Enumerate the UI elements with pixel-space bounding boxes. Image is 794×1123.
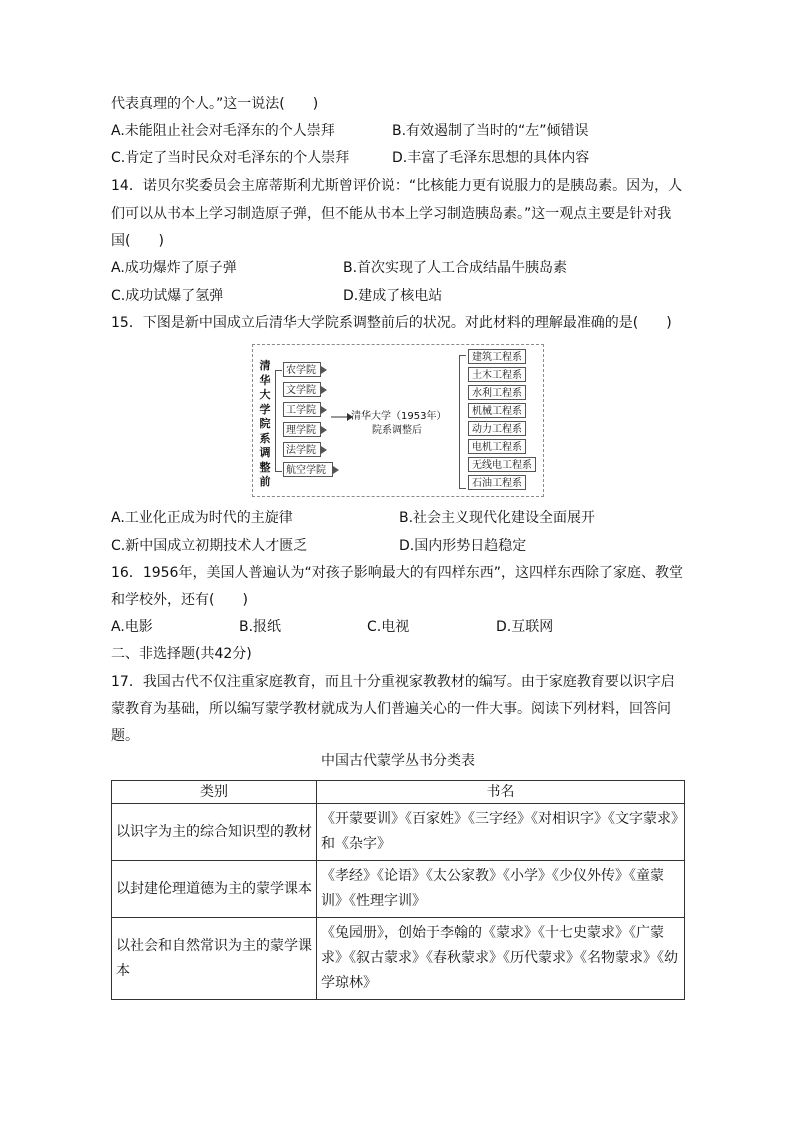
arrow-right-icon <box>331 411 353 423</box>
table-header-category: 类别 <box>112 781 317 804</box>
diagram-right-item: 土木工程系 <box>468 367 526 382</box>
q15-stem: 15．下图是新中国成立后清华大学院系调整前后的状况。对此材料的理解最准确的是( ) <box>111 315 672 331</box>
diagram-right-item: 水利工程系 <box>468 385 526 400</box>
q17-stem-line-1: 17．我国古代不仅注重家庭教育，而且十分重视家教教材的编写。由于家庭教育要以识字启 <box>111 674 675 690</box>
diagram-right-item: 电机工程系 <box>468 439 526 454</box>
diagram-left-label: 清华大学院系调整前 <box>259 359 271 488</box>
q14-stem-line-2: 们可以从书本上学习制造原子弹，但不能从书本上学习制造胰岛素。”这一观点主要是针对我 <box>111 206 672 222</box>
left-bracket <box>275 370 282 472</box>
table-cell-titles: 《孝经》《论语》《太公家教》《小学》《少仪外传》《童蒙训》《性理字训》 <box>317 861 685 918</box>
diagram-right-item: 机械工程系 <box>468 403 526 418</box>
diagram-center-line-2: 院系调整后 <box>372 425 422 436</box>
right-bracket <box>459 355 466 489</box>
q13-stem-tail: 代表真理的个人。”这一说法( ) <box>111 96 319 112</box>
table-header-row <box>112 781 685 804</box>
q14-stem-line-1: 14．诺贝尔奖委员会主席蒂斯利尤斯曾评价说：“比核能力更有说服力的是胰岛素。因为，人 <box>111 178 683 194</box>
diagram-left-item: 工学院 <box>283 402 321 417</box>
diagram-left-item: 文学院 <box>283 382 321 397</box>
q13-option-c[interactable]: C.肯定了当时民众对毛泽东的个人崇拜 <box>111 150 350 166</box>
q16-option-d[interactable]: D.互联网 <box>496 619 554 635</box>
q13-option-d[interactable]: D.丰富了毛泽东思想的具体内容 <box>392 150 590 166</box>
q14-stem-line-3: 国( ) <box>111 233 164 249</box>
section-heading: 二、非选择题(共42分) <box>111 646 252 662</box>
q15-option-a[interactable]: A.工业化正成为时代的主旋律 <box>111 510 293 526</box>
q14-option-a[interactable]: A.成功爆炸了原子弹 <box>111 260 237 276</box>
q16-stem-line-2: 和学校外，还有( ) <box>111 592 248 608</box>
q16-option-a[interactable]: A.电影 <box>111 619 153 635</box>
diagram-left-item: 法学院 <box>283 442 321 457</box>
q17-stem-line-3: 题。 <box>111 728 139 744</box>
q17-stem-line-2: 蒙教育为基础，所以编写蒙学教材就成为人们普遍关心的一件大事。阅读下列材料，回答问 <box>111 701 671 717</box>
table-cell-category: 以识字为主的综合知识型的教材 <box>112 804 317 861</box>
tsinghua-restructure-diagram <box>252 344 544 497</box>
diagram-right-item: 无线电工程系 <box>468 457 536 472</box>
q16-option-b[interactable]: B.报纸 <box>239 619 282 635</box>
table-cell-titles: 《兔园册》，创始于李翰的《蒙求》《十七史蒙求》《广蒙求》《叙古蒙求》《春秋蒙求》《历代蒙求》《名物蒙求》《幼学琼林》 <box>317 918 685 1000</box>
q13-option-b[interactable]: B.有效遏制了当时的“左”倾错误 <box>392 123 589 139</box>
diagram-right-item: 建筑工程系 <box>468 349 526 364</box>
q13-option-a[interactable]: A.未能阻止社会对毛泽东的个人崇拜 <box>111 123 335 139</box>
table-cell-titles: 《开蒙要训》《百家姓》《三字经》《对相识字》《文字蒙求》和《杂字》 <box>317 804 685 861</box>
diagram-center-line-1: 清华大学（1953年） <box>351 411 447 422</box>
q16-stem-line-1: 16．1956年，美国人普遍认为“对孩子影响最大的有四样东西”，这四样东西除了家庭、教堂 <box>111 565 683 581</box>
q14-option-c[interactable]: C.成功试爆了氢弹 <box>111 288 224 304</box>
q16-option-c[interactable]: C.电视 <box>367 619 410 635</box>
table-header-titles: 书名 <box>317 781 685 804</box>
table-row <box>112 804 685 861</box>
mengxue-books-table <box>111 780 685 1000</box>
q15-option-c[interactable]: C.新中国成立初期技术人才匮乏 <box>111 538 308 554</box>
diagram-left-item: 农学院 <box>283 362 321 377</box>
diagram-right-item: 动力工程系 <box>468 421 526 436</box>
q14-option-d[interactable]: D.建成了核电站 <box>343 288 443 304</box>
table-row <box>112 918 685 1000</box>
table-cell-category: 以社会和自然常识为主的蒙学课本 <box>112 918 317 1000</box>
table-cell-category: 以封建伦理道德为主的蒙学课本 <box>112 861 317 918</box>
diagram-left-item: 航空学院 <box>283 462 333 477</box>
table-row <box>112 861 685 918</box>
table-title: 中国古代蒙学丛书分类表 <box>321 753 475 769</box>
q15-option-d[interactable]: D.国内形势日趋稳定 <box>399 538 527 554</box>
diagram-center <box>351 410 447 438</box>
diagram-left-item: 理学院 <box>283 422 321 437</box>
q15-option-b[interactable]: B.社会主义现代化建设全面展开 <box>399 510 596 526</box>
diagram-right-item: 石油工程系 <box>468 475 526 490</box>
q14-option-b[interactable]: B.首次实现了人工合成结晶牛胰岛素 <box>343 260 568 276</box>
